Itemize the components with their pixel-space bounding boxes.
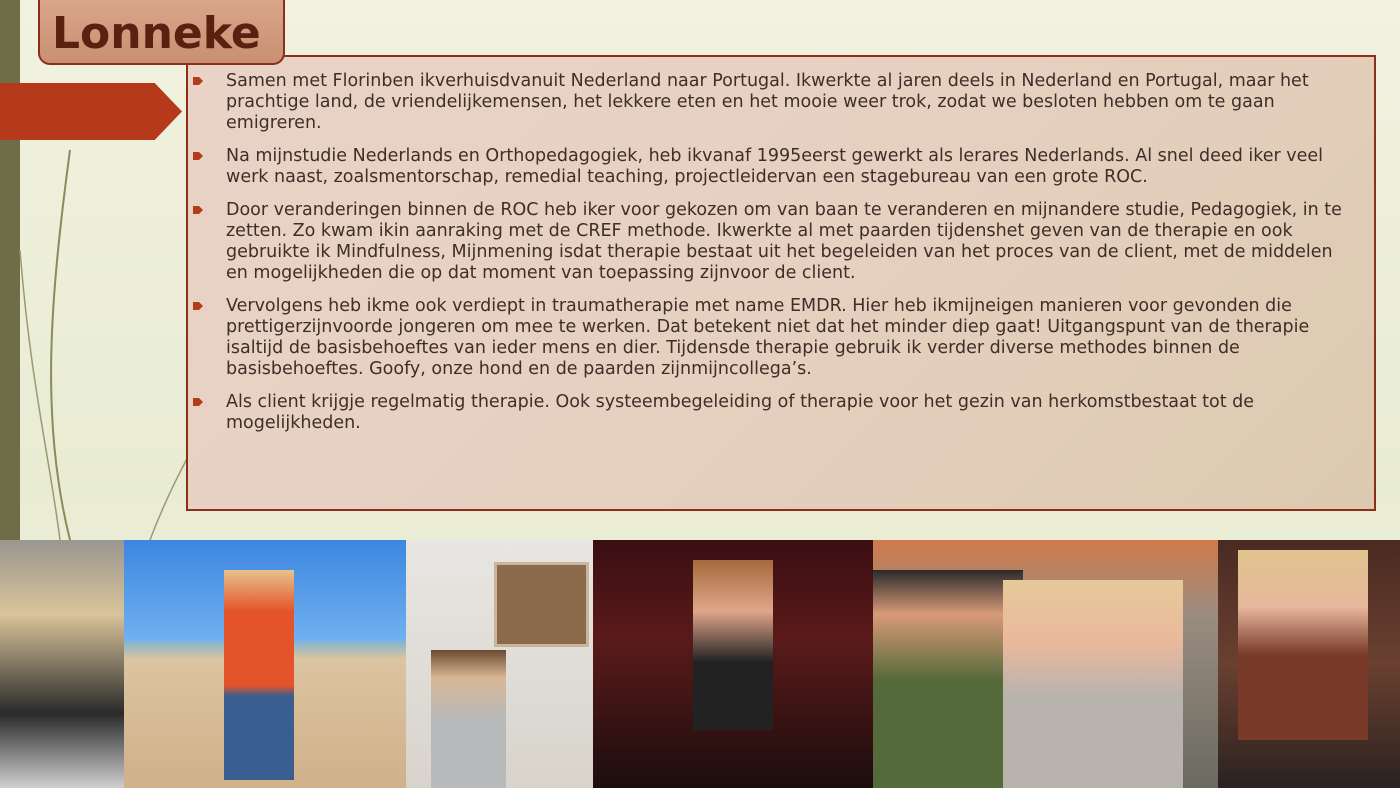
bullet-item [226,296,1360,380]
bullet-arrow-icon [193,77,203,85]
photo-teddy-bears [593,540,873,788]
photo-couple-selfie [873,540,1218,788]
photo-strip [0,540,1400,788]
photo-cafe [1218,540,1400,788]
photo-beach-dog [124,540,406,788]
bullet-text: Door veranderingen binnen de ROC heb iker voor gekozen om van baan te veranderen en mijnandere studie, Pedagogiek, in te zetten. Zo kwam ikin aanraking met de CREF methode. Ikwerkte al met paarden tijdenshet geven van de therapie en ook gebruikte ik Mindfulness, Mijnmening isdat therapie bestaat uit het begeleiden van het proces van de client, met de middelen en mogelijkheden die op dat moment van toepassing zijnvoor de client. [226,200,1342,283]
bullet-arrow-icon [193,398,203,406]
photo-hat [406,540,593,788]
content-box [186,55,1376,511]
photo-portrait-1 [0,540,124,788]
bullet-arrow-icon [193,302,203,310]
bullet-text: Als client krijgje regelmatig therapie. Ook systeembegeleiding of therapie voor het gezin van herkomstbestaat tot de mogelijkheden. [226,392,1255,433]
bullet-item [226,146,1360,188]
bullet-item [226,200,1360,284]
bullet-arrow-icon [193,206,203,214]
bullet-text: Samen met Florinben ikverhuisdvanuit Nederland naar Portugal. Ikwerkte al jaren deels in Nederland en Portugal, maar het prachtige land, de vriendelijkemensen, het lekkere eten en het mooie weer trok, zodat we besloten hebben om te gaan emigreren. [226,71,1309,133]
red-arrow-shape [0,83,182,140]
bullet-item [226,392,1360,434]
bullet-arrow-icon [193,152,203,160]
slide-title: Lonneke [38,0,285,65]
bullet-text: Na mijnstudie Nederlands en Orthopedagogiek, heb ikvanaf 1995eerst gewerkt als lerares Nederlands. Al snel deed iker veel werk naast, zoalsmentorschap, remedial teaching, projectleidervan een stagebureau van een grote ROC. [226,146,1324,187]
bullet-item [226,71,1360,134]
bullet-text: Vervolgens heb ikme ook verdiept in traumatherapie met name EMDR. Hier heb ikmijneigen manieren voor gevonden die prettigerzijnvoorde jongeren om mee te werken. Dat betekent niet dat het minder diep gaat! Uitgangspunt van de therapie isaltijd de basisbehoeftes van ieder mens en dier. Tijdensde therapie gebruik ik verder diverse methodes binnen de basisbehoeftes. Goofy, onze hond en de paarden zijnmijncollega’s. [226,296,1310,379]
